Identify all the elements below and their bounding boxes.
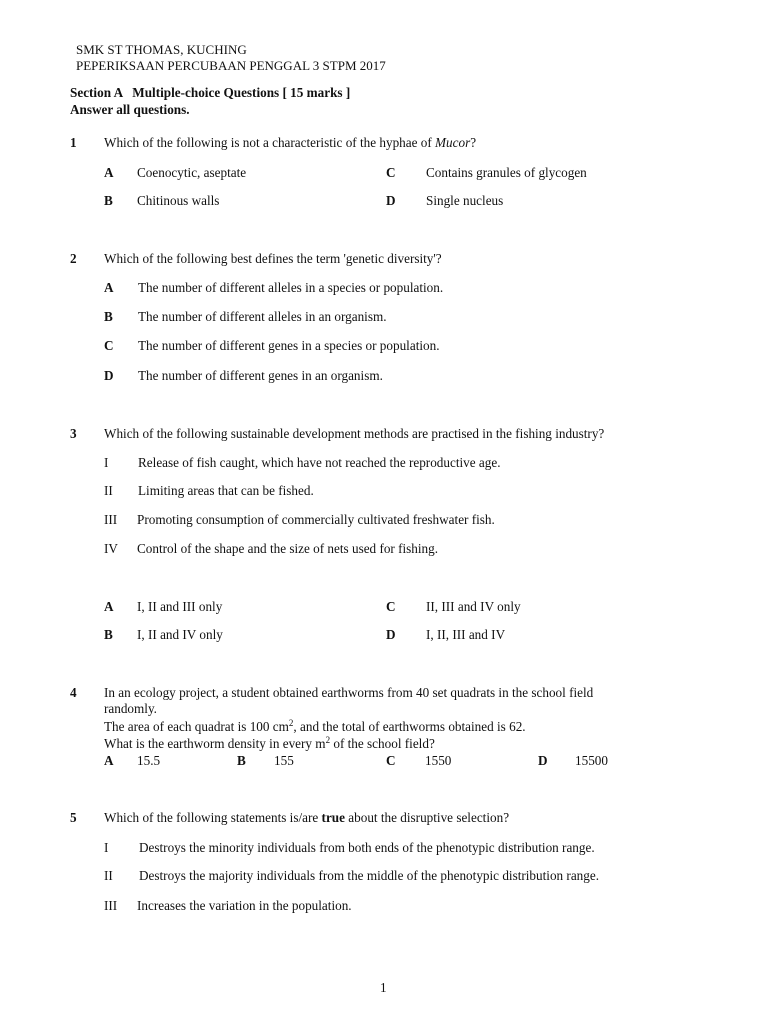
option-text: Coenocytic, aseptate [137,165,247,180]
exam-title: PEPERIKSAAN PERCUBAAN PENGGAL 3 STPM 2017 [76,58,386,73]
question-text [104,810,509,826]
question-text-line [104,736,435,753]
question-number: 2 [70,251,77,266]
statement-text: Increases the variation in the population. [137,898,352,913]
question-text-line [104,719,526,736]
question-text-part: of the school field? [330,736,435,751]
question-number: 4 [70,685,77,700]
option-letter: A [104,280,114,295]
statement-text: Promoting consumption of commercially cultivated freshwater fish. [137,512,495,527]
statement-numeral: II [104,868,113,883]
statement-numeral: IV [104,541,118,556]
statement-numeral: III [104,898,118,913]
option-letter: D [386,627,396,642]
option-letter: B [104,627,113,642]
option-text: Contains granules of glycogen [426,165,587,180]
question-text-line: randomly. [104,701,157,716]
option-letter: D [104,368,114,383]
question-text: Which of the following sustainable development methods are practised in the fishing industry? [104,426,605,441]
question-text-part: The area of each quadrat is 100 cm [104,719,289,734]
question-number: 5 [70,810,77,825]
option-letter: C [386,165,396,180]
page-number: 1 [380,980,387,995]
option-letter: B [237,753,246,768]
option-text: I, II, III and IV [426,627,506,642]
option-letter: A [104,753,114,768]
question-text-part: Which of the following statements is/are [104,810,322,825]
option-letter: A [104,599,114,614]
option-text: The number of different genes in an organism. [138,368,383,383]
option-text: 15500 [575,753,608,768]
question-text [104,135,476,151]
option-text: The number of different alleles in a species or population. [138,280,444,295]
option-text: II, III and IV only [426,599,521,614]
option-letter: B [104,309,113,324]
superscript: 2 [288,718,294,728]
superscript: 2 [325,735,331,745]
question-text-bold: true [321,810,345,825]
option-text: I, II and III only [137,599,223,614]
option-letter: C [104,338,114,353]
statement-text: Release of fish caught, which have not reached the reproductive age. [138,455,501,470]
statement-numeral: I [104,455,109,470]
option-text: 15.5 [137,753,161,768]
option-text: Single nucleus [426,193,504,208]
school-name: SMK ST THOMAS, KUCHING [76,42,247,57]
question-text-part: What is the earthworm density in every m [104,736,326,751]
option-text: The number of different alleles in an organism. [138,309,387,324]
option-letter: B [104,193,113,208]
statement-numeral: II [104,483,113,498]
option-text: 155 [274,753,294,768]
option-text: I, II and IV only [137,627,223,642]
option-letter: D [386,193,396,208]
question-number: 1 [70,135,77,150]
option-letter: A [104,165,114,180]
statement-numeral: III [104,512,118,527]
option-letter: C [386,599,396,614]
option-text: The number of different genes in a species or population. [138,338,440,353]
question-text-part: Which of the following is not a characteristic of the hyphae of [104,135,436,150]
statement-text: Control of the shape and the size of nets used for fishing. [137,541,439,556]
question-text-part: ? [470,135,477,150]
section-instruction: Answer all questions. [70,102,190,117]
section-title: Section A Multiple-choice Questions [ 15 marks ] [70,85,351,100]
question-text-part: about the disruptive selection? [344,810,510,825]
statement-numeral: I [104,840,109,855]
statement-text: Destroys the minority individuals from both ends of the phenotypic distribution range. [139,840,595,855]
question-text: Which of the following best defines the term 'genetic diversity'? [104,251,442,266]
option-letter: C [386,753,396,768]
question-text-line: In an ecology project, a student obtained earthworms from 40 set quadrats in the school field [104,685,594,700]
option-letter: D [538,753,548,768]
question-number: 3 [70,426,77,441]
option-text: 1550 [425,753,452,768]
option-text: Chitinous walls [137,193,220,208]
question-text-part: , and the total of earthworms obtained is 62. [293,719,526,734]
statement-text: Destroys the majority individuals from the middle of the phenotypic distribution range. [139,868,600,883]
statement-text: Limiting areas that can be fished. [138,483,314,498]
question-text-italic: Mucor [435,135,471,150]
